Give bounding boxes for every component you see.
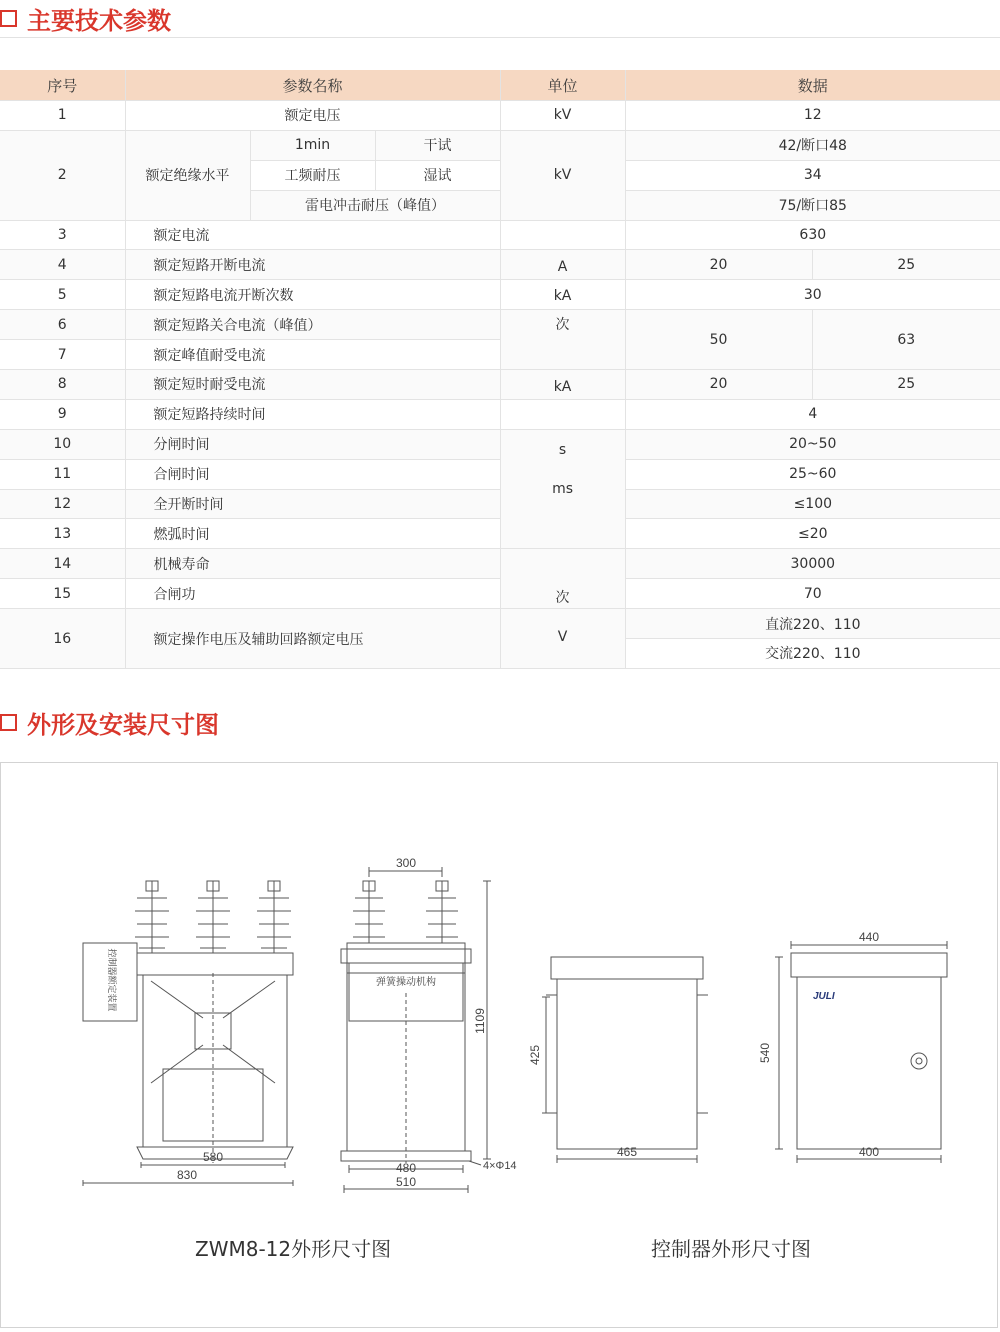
cell-unit [500,220,625,250]
cell-data: 70 [625,579,1000,609]
breaker-front-view [83,881,293,1186]
cell-no: 12 [0,489,125,519]
cell-subparam: 湿试 [375,160,500,190]
header-data: 数据 [625,70,1000,101]
cell-data: ≤100 [625,489,1000,519]
cell-param: 额定电流 [125,220,500,250]
cell-no: 14 [0,549,125,579]
tank-body [143,975,287,1147]
cell-data: ≤20 [625,519,1000,549]
cell-unit [500,250,625,280]
cell-no: 1 [0,101,125,131]
table-row [0,609,1000,639]
insulator-right [257,881,291,953]
cell-data: 25~60 [625,459,1000,489]
cell-no: 15 [0,579,125,609]
cell-data: 20~50 [625,429,1000,459]
unit-text: ms [552,480,573,497]
cell-param: 合闸时间 [125,459,500,489]
cell-data: 20 [625,250,812,280]
cell-param: 额定电压 [125,101,500,131]
insulator-middle [196,881,230,953]
dim-580-label: 580 [202,1150,224,1164]
table-row [0,101,1000,131]
dimension-drawings [1,763,997,1327]
cell-param: 额定操作电压及辅助回路额定电压 [125,609,500,669]
cell-subparam: 工频耐压 [250,160,375,190]
cell-param: 机械寿命 [125,549,500,579]
header-no: 序号 [0,70,125,101]
cell-data: 50 [625,310,812,370]
spec-table [0,70,1000,669]
dim-480-label: 480 [395,1161,417,1175]
header-unit: 单位 [500,70,625,101]
section-title-specs [0,0,171,36]
table-row [0,399,1000,429]
dim-465-label: 465 [616,1145,638,1159]
unit-text: A [557,259,568,276]
cell-data: 42/断口48 [625,130,1000,160]
cell-no: 9 [0,399,125,429]
header-param: 参数名称 [125,70,500,101]
table-row [0,220,1000,250]
section-title-dimensions [0,704,219,740]
cell-data: 34 [625,160,1000,190]
cell-unit [500,399,625,429]
table-row [0,250,1000,280]
dim-510-label: 510 [395,1175,417,1189]
cell-data: 30000 [625,549,1000,579]
unit-text: kA [553,379,572,396]
cell-data: 交流220、110 [625,639,1000,669]
unit-text: 次 [555,317,570,334]
cell-no: 3 [0,220,125,250]
cell-data: 直流220、110 [625,609,1000,639]
cell-subparam: 雷电冲击耐压（峰值） [250,190,500,220]
dim-400-label: 400 [858,1145,880,1159]
cell-no: 16 [0,609,125,669]
spring-mechanism-label: 弹簧操动机构 [376,977,436,988]
cell-unit [500,429,625,549]
dim-440-label: 440 [858,930,880,944]
cell-param: 额定短时耐受电流 [125,370,500,400]
controller-side-view [542,957,708,1163]
cell-no: 13 [0,519,125,549]
insulator-left [135,881,169,953]
cell-no: 5 [0,280,125,310]
cell-unit [500,370,625,400]
spring-mechanism-box [349,963,463,1021]
cell-no: 8 [0,370,125,400]
dim-425-label: 425 [528,1044,542,1066]
holes-label: 4×Φ14 [483,1160,517,1172]
cell-no: 10 [0,429,125,459]
title-divider [0,37,1000,38]
cell-unit [500,609,625,669]
cell-param: 合闸功 [125,579,500,609]
cell-subparam: 干试 [375,130,500,160]
cell-no: 4 [0,250,125,280]
table-row [0,370,1000,400]
dim-830-label: 830 [176,1168,198,1182]
cell-data: 12 [625,101,1000,131]
cell-unit [500,310,625,370]
cell-data: 4 [625,399,1000,429]
top-cover [137,953,293,975]
dim-1109-label: 1109 [473,1008,487,1034]
cell-param: 全开断时间 [125,489,500,519]
cell-data: 25 [812,370,1000,400]
cell-subparam: 1min [250,130,375,160]
dimension-drawing-frame [0,762,998,1328]
cell-param: 额定短路持续时间 [125,399,500,429]
section-title-text: 主要技术参数 [27,6,171,35]
cell-data: 30 [625,280,1000,310]
cell-param: 额定绝缘水平 [125,130,250,220]
table-row [0,429,1000,459]
unit-text: V [557,629,568,646]
checkbox-square-icon [0,10,17,27]
cell-param: 额定短路开断电流 [125,250,500,280]
table-row [0,130,1000,160]
table-row [0,549,1000,579]
cell-no: 11 [0,459,125,489]
cell-data: 25 [812,250,1000,280]
checkbox-square-icon [0,714,17,731]
table-row [0,310,1000,340]
cell-unit: kV [500,101,625,131]
cell-param: 额定短路电流开断次数 [125,280,500,310]
cell-data: 20 [625,370,812,400]
caption-breaker: ZWM8-12外形尺寸图 [195,1237,392,1261]
cell-unit [500,549,625,609]
cell-no: 2 [0,130,125,220]
cell-data: 630 [625,220,1000,250]
cell-unit: kV [500,130,625,220]
cell-param: 额定峰值耐受电流 [125,340,500,370]
side-tank [347,973,465,1151]
table-row [0,280,1000,310]
dim-540-label: 540 [758,1042,772,1064]
cell-data: 75/断口85 [625,190,1000,220]
unit-text: 次 [555,590,570,607]
unit-text: s [558,441,567,458]
unit-text: kA [553,288,572,305]
breaker-side-view [341,867,491,1193]
section-title-text: 外形及安装尺寸图 [27,710,219,739]
control-box-label: 控制器额定装置 [107,948,117,1012]
juli-logo: JULI [813,991,835,1002]
cell-no: 6 [0,310,125,340]
cell-no: 7 [0,340,125,370]
cell-param: 分闸时间 [125,429,500,459]
table-header-row [0,70,1000,101]
cell-param: 燃弧时间 [125,519,500,549]
cell-unit [500,280,625,310]
cell-data: 63 [812,310,1000,370]
dim-300-label: 300 [395,856,417,870]
cell-param: 额定短路关合电流（峰值） [125,310,500,340]
caption-controller: 控制器外形尺寸图 [651,1237,811,1261]
controller-front-view [775,941,947,1163]
